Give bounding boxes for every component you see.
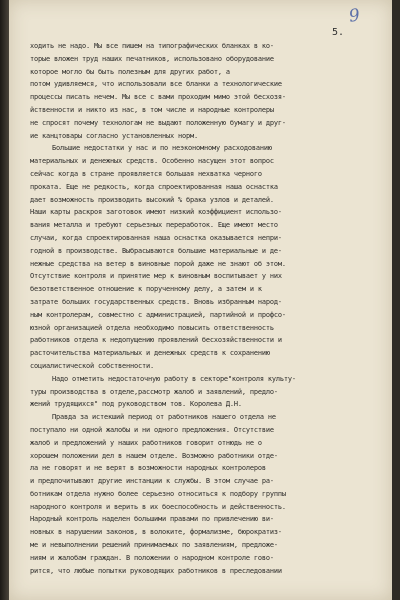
text-line: поступало ни одной жалобы и ни одного предложения. Отсутствие <box>30 425 274 434</box>
text-line: ла не говорят и не верят в возможности народных контролеров <box>30 464 266 473</box>
text-line: вания металла и требуют серьезных переработок. Еще имеют место <box>30 221 278 230</box>
text-line: случаи, когда спроектированная наша оснастка оказывается непри- <box>30 233 282 242</box>
text-line: Народный контроль наделен большими правами по привлечению ви- <box>30 515 274 524</box>
text-line: которое могло бы быть полезным для других работ, а <box>30 67 230 76</box>
text-line: Наши карты раскроя заготовок имеют низкий коэффициент использо- <box>30 208 282 217</box>
text-line: ме и невыполнении решений принимаемых по заявлениям, предложе- <box>30 541 278 550</box>
text-line: процессы писать нечем. Мы все с вами проходим мимо этой бесхозя- <box>30 93 286 102</box>
document-page <box>9 0 392 600</box>
text-line: новных в нарушении законов, в волоките, формализме, бюрократиз- <box>30 528 282 537</box>
text-line: жалоб и предложений у наших работников говорит отнюдь не о <box>30 438 262 447</box>
text-line: ниям и жалобам граждан. В положении о народном контроле гово- <box>30 553 274 562</box>
text-line: Отсутствие контроля и принятие мер к виновным воспитывает у них <box>30 272 282 281</box>
text-line: материальных и денежных средств. Особенно насущен этот вопрос <box>30 157 274 166</box>
text-line: туры производства в отделе,рассмотр жалоб и заявлений, предло- <box>30 387 278 396</box>
text-line: ботникам отдела нужно более серьезно относиться к подбору группы <box>30 489 286 498</box>
text-line: юзной организацией отдела необходимо повысить ответственность <box>30 323 274 332</box>
page-number: 5. <box>332 27 345 38</box>
text-line: хорошем положении дел в нашем отделе. Возможно работники отде- <box>30 451 278 460</box>
text-line: расточительства материальных и денежных средств к сохранению <box>30 349 270 358</box>
text-line: безответственное отношение к порученному делу, а затем и к <box>30 285 262 294</box>
paragraph <box>30 411 380 577</box>
text-line: нежные средства на ветер в виновные порой даже не знают об этом. <box>30 259 286 268</box>
text-line: дает возможность производить высокий % брака узлов и деталей. <box>30 195 274 204</box>
text-line: йственности и никто из нас, в том числе и народные контролеры <box>30 105 274 114</box>
text-line: ным контролерам, совместно с администрацией, партийной и профсо- <box>30 310 286 319</box>
text-line: годной в производстве. Выбрасываются большие материальные и де- <box>30 246 282 255</box>
text-line: Большие недостатки у нас и по неэкономному расходованию <box>52 144 272 153</box>
text-line: ие канцтовары согласно установленных норм. <box>30 131 198 140</box>
text-line: проката. Еще не редкость, когда спроектированная наша оснастка <box>30 182 278 191</box>
text-line: народного контроля и верить в их боеспособность и действенность. <box>30 502 286 511</box>
archive-page-mark: 9 <box>347 5 362 27</box>
scan-border <box>0 0 9 600</box>
text-line: не спросят почему технологам не выдают положенную бумагу и друг- <box>30 118 286 127</box>
text-line: затрате больших государственных средств. Вновь избранным народ- <box>30 297 282 306</box>
text-line: жений трудящихся" под руководством тов. Королева Д.Н. <box>30 400 242 409</box>
paragraph <box>30 142 380 372</box>
paragraph <box>30 40 380 142</box>
text-line: рится, что любые попытки руководящих работников в преследовании <box>30 566 282 575</box>
paragraph <box>30 373 380 411</box>
text-line: сейчас когда в стране проявляется большая нехватка черного <box>30 169 262 178</box>
text-line: торые вложен труд наших печатников, использовано оборудование <box>30 54 274 63</box>
text-line: Надо отметить недостаточную работу в секторе"контроля культу- <box>52 374 296 383</box>
text-line: потом удивляемся, что использовали все бланки а технологические <box>30 80 282 89</box>
text-line: работников отдела к недопущению проявлений бесхозяйственности и <box>30 336 282 345</box>
text-line: Правда за истекший период от работников нашего отдела не <box>52 413 276 422</box>
document-body <box>30 40 380 577</box>
text-line: социалистической собственности. <box>30 361 154 370</box>
text-line: и предпочитывают другие инстанции к службы. В этом случае ра- <box>30 477 274 486</box>
text-line: ходить не надо. Мы все пишем на типографических бланках в ко- <box>30 42 274 50</box>
